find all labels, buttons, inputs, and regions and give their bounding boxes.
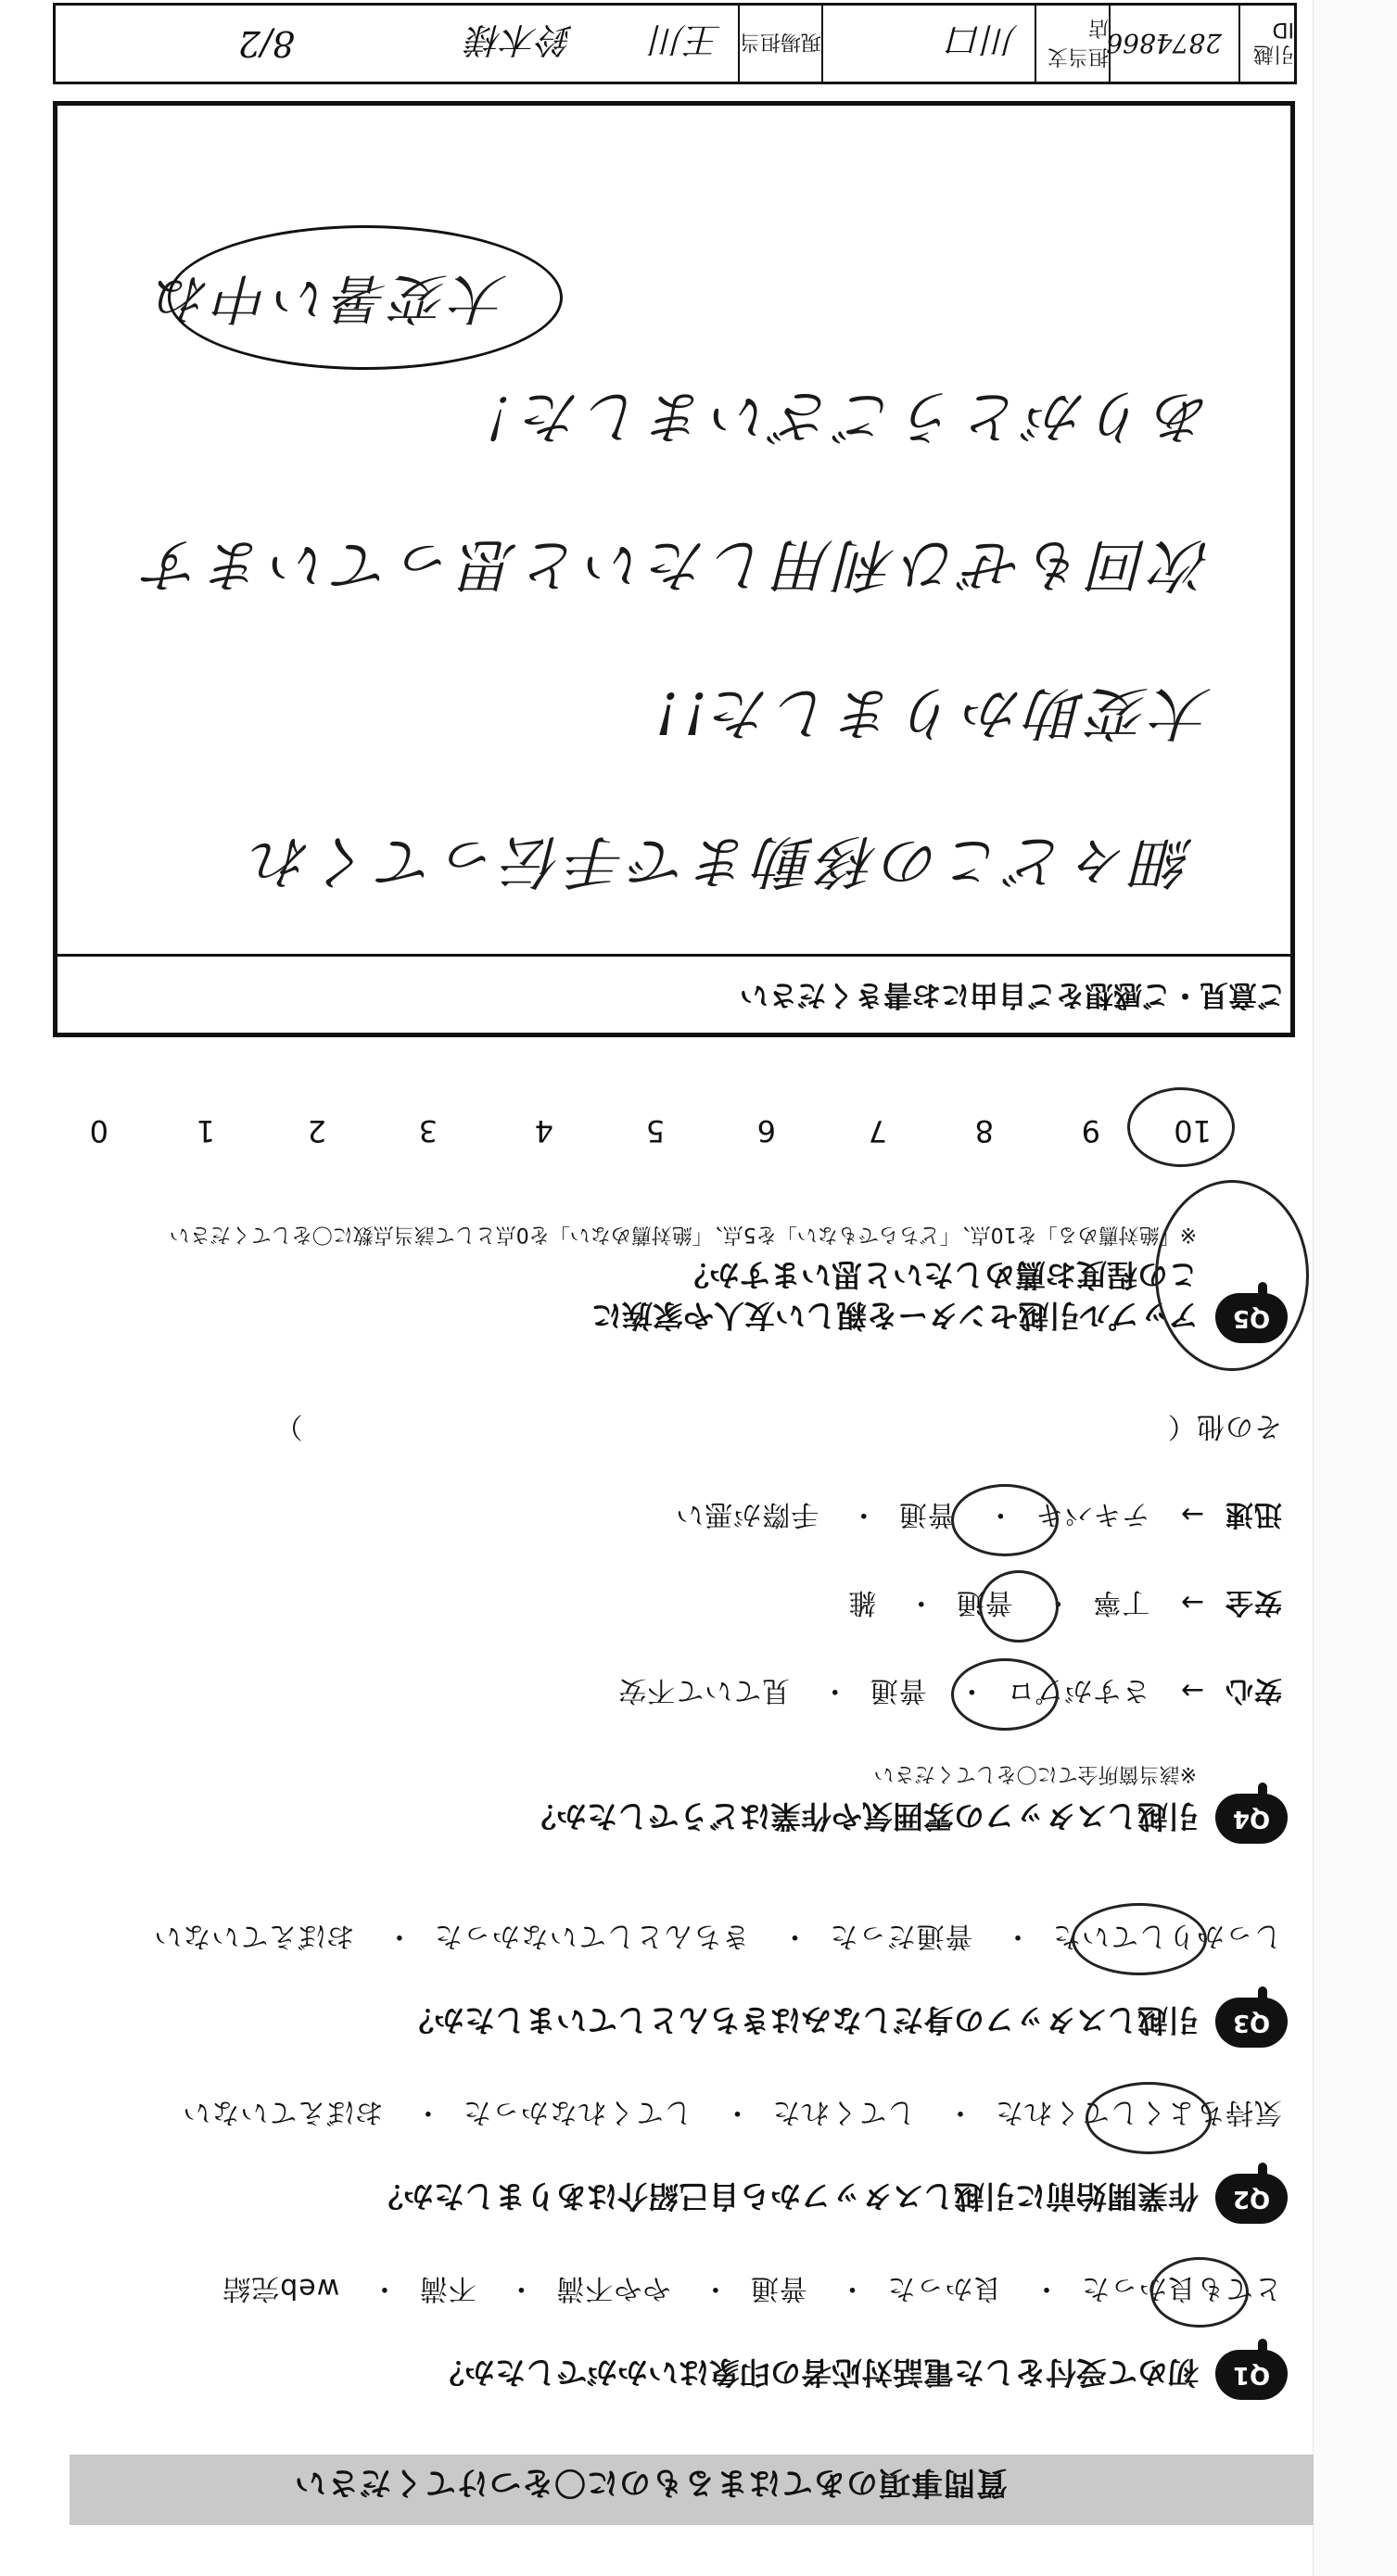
q4-option[interactable]: 雑 [847,1586,877,1618]
leader-label: 現場担当 [738,6,821,82]
q4-note: ※該当箇所全てに〇をしてください [873,1762,1197,1785]
scale-point[interactable]: 2 [307,1113,326,1148]
q3-text: 引越しスタッフの身だしなみはきちんとしていましたか？ [403,2002,1199,2038]
q4-option[interactable]: テキパキ [1035,1498,1150,1530]
pen-circle [1155,1180,1309,1371]
q1-option[interactable]: 良かった [886,2272,1002,2304]
q4-option[interactable]: 見ていて不安 [617,1674,791,1707]
instruction-text: 質問事項のあてはまるものに〇をつけてください [294,2464,1008,2501]
q4-option[interactable]: さすがプロ [1006,1674,1150,1707]
q1-text: 初めて受付をした電話対応者の印象はいかがでしたか？ [434,2354,1199,2391]
id-value: 2874866 [1109,6,1238,82]
q4-other [253,1409,1282,1450]
q4-other-close: ） [273,1410,303,1442]
q1-option[interactable]: 不満 [418,2272,476,2304]
branch-label: 担当支店 [1035,6,1109,82]
scale-point[interactable]: 10 [1174,1113,1212,1148]
pen-circle [951,1484,1059,1556]
leader-value: 王川 [650,19,721,61]
q4-text: 引越しスタッフの雰囲気や作業はどうでしたか？ [526,1798,1199,1834]
q3-option[interactable]: しっかりしていた [1052,1920,1282,1952]
q1-option[interactable]: やや不満 [555,2272,671,2304]
speech-bubble [168,225,563,370]
q4-option[interactable]: 丁寧 [1092,1586,1150,1618]
pen-circle [1072,1903,1207,1975]
q4-row-anshin: 安心→ さすがプロ・ 普通・ 見ていて不安 [617,1674,1282,1707]
q4-option[interactable]: 普通 [869,1674,927,1707]
q4-row-anzen: 安全→ 丁寧・ 普通・ 雑 [847,1586,1282,1618]
comment-line: 大変暑い中ね [150,267,507,330]
q2-badge: Q2 [1215,2174,1288,2224]
scale-point[interactable]: 9 [1081,1113,1100,1148]
q4-option[interactable]: 普通 [955,1586,1013,1618]
pen-circle [951,1658,1059,1731]
q3-option[interactable]: おぼえていない [153,1920,355,1952]
scale-point[interactable]: 3 [418,1113,438,1148]
scale-point[interactable]: 0 [89,1113,108,1148]
q5-text: アップル引越センターを親しい友人や家族に [591,1298,1199,1334]
q3-badge: Q3 [1215,1998,1288,2048]
q1-option[interactable]: web完結 [222,2272,340,2304]
staff-info-table [53,3,1297,84]
q2-option[interactable]: してくれた [771,2096,916,2128]
q1-badge: Q1 [1215,2350,1288,2400]
q4-row-label: 安心 [1225,1674,1282,1707]
q1-option[interactable]: とても良かった [1081,2272,1282,2304]
scale-point[interactable]: 4 [534,1113,553,1148]
comment-divider [57,954,1290,957]
comment-line: 大変助かりました!! [650,679,1212,747]
page-edge [1313,0,1397,2576]
q1-options: とても良かった・ 良かった・ 普通・ やや不満・ 不満・ web完結 [222,2272,1282,2304]
scale-point[interactable]: 8 [974,1113,994,1148]
comment-line: 細々どこの移動まで手伝ってくれ [247,828,1193,895]
q2-option[interactable]: 気持ちよくしてくれた [995,2096,1282,2128]
scale-point[interactable]: 6 [756,1113,776,1148]
q1-option[interactable]: 普通 [749,2272,807,2304]
scale-point[interactable]: 1 [196,1113,215,1148]
date-value: 8/2 [237,23,295,64]
staff-value: 鈴木様 [466,19,573,61]
q3-option[interactable]: きちんとしていなかった [433,1920,750,1952]
comment-line: 次回もぜひ利用したいと思っています [139,531,1212,599]
scale-point[interactable]: 7 [868,1113,887,1148]
pen-circle [979,1570,1059,1643]
instruction-banner [70,2455,1314,2525]
q4-option[interactable]: 手際が悪い [675,1498,819,1530]
comment-line: ありがとうございました！ [454,383,1212,450]
q3-option[interactable]: 普通だった [829,1920,973,1952]
pen-circle [1086,2082,1212,2154]
q4-row-jinsoku: 迅速→ テキパキ・ 普通・ 手際が悪い [675,1498,1282,1530]
scale-point[interactable]: 5 [645,1113,665,1148]
comment-label: ご意見・ご感想をご自由にお書きください [740,978,1286,1011]
q5-note: ※「絶対薦める」を10点、「どちらでもない」を5点、「絶対薦めない」を0点として該当点数に〇をしてください [169,1223,1197,1246]
q2-option[interactable]: してくれなかった [462,2096,692,2128]
q5-badge: Q5 [1215,1293,1288,1343]
q2-text: 作業開始前に引越しスタッフから自己紹介はありましたか？ [373,2178,1199,2214]
q5-text-2: この程度お薦めしたいと思いますか？ [679,1257,1199,1293]
q4-badge: Q4 [1215,1794,1288,1844]
id-label: 引越ID [1238,6,1294,82]
q3-options: しっかりしていた・ 普通だった・ きちんとしていなかった・ おぼえていない [153,1920,1282,1952]
q4-other-label: その他（ [1167,1410,1282,1442]
q4-option[interactable]: 普通 [897,1498,956,1530]
pen-circle [1127,1087,1235,1167]
q4-row-label: 迅速 [1225,1498,1282,1530]
q4-row-label: 安全 [1225,1586,1282,1618]
branch-value: 川口 [821,6,1035,82]
q2-option[interactable]: おぼえていない [182,2096,384,2128]
pen-circle [1150,2257,1249,2328]
q2-options: 気持ちよくしてくれた・ してくれた・ してくれなかった・ おぼえていない [182,2096,1282,2128]
